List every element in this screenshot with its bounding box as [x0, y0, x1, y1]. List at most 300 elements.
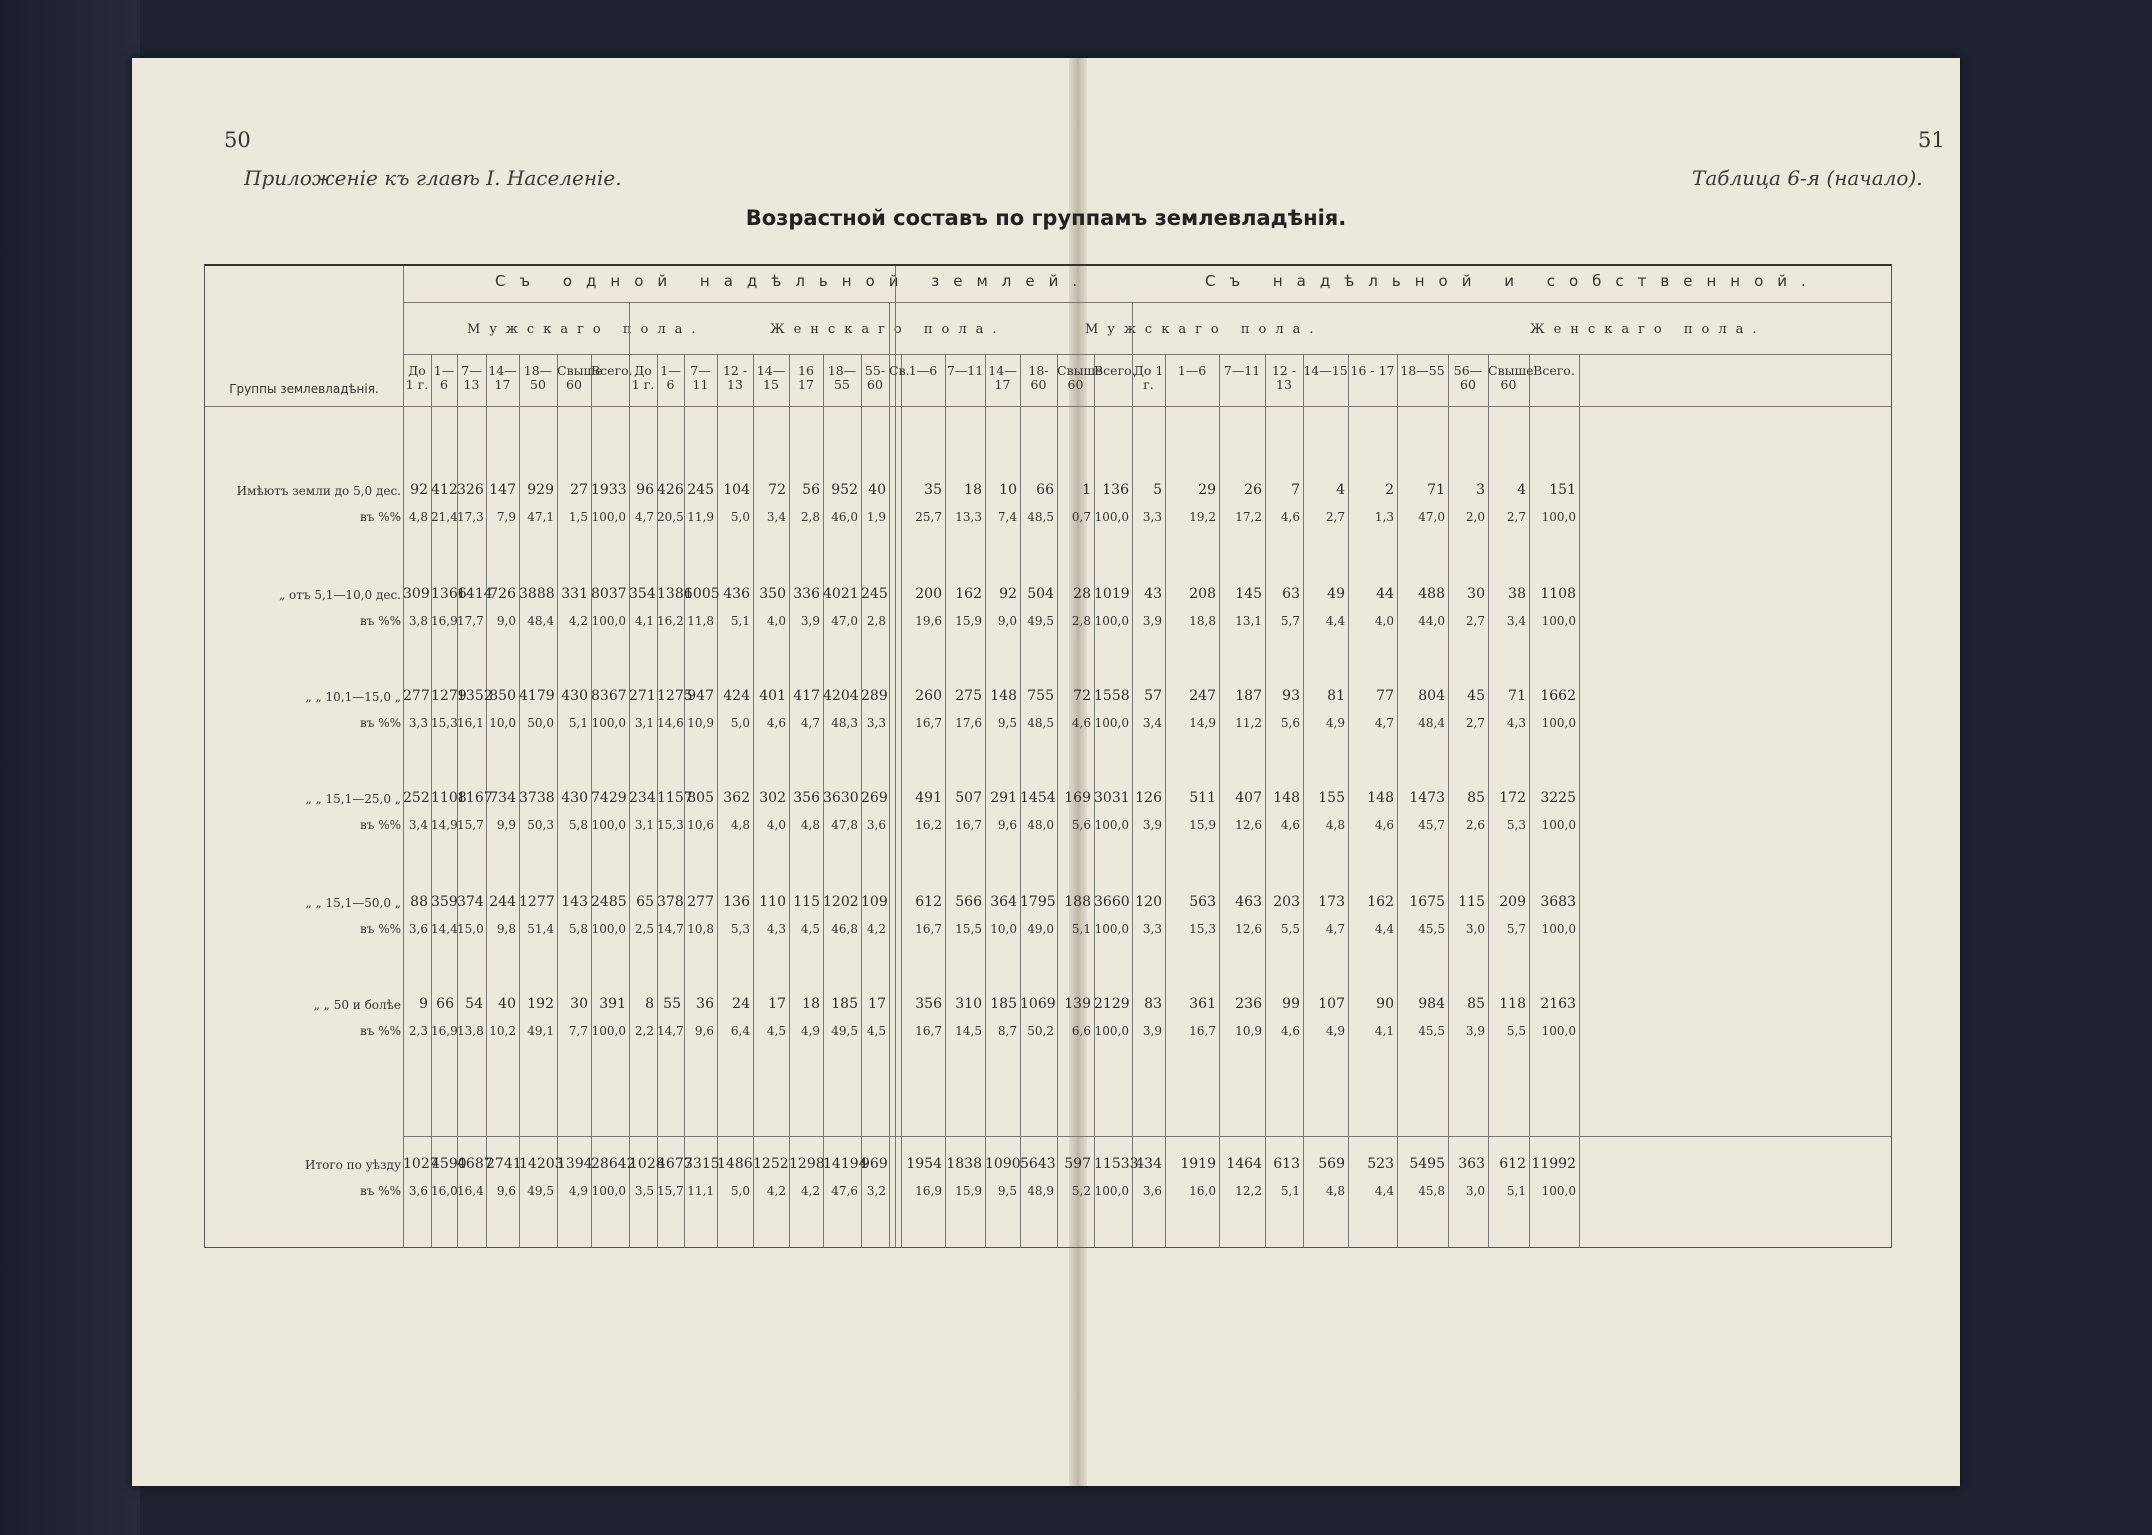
- cell-value: 947: [687, 688, 714, 704]
- cell-value: 612: [1499, 1156, 1526, 1172]
- cell-value: 1464: [1226, 1156, 1262, 1172]
- cell-percent: 5,2: [1071, 1184, 1091, 1198]
- column-header: До 1 г.: [405, 363, 429, 392]
- cell-percent: 14,5: [955, 1024, 982, 1038]
- cell-value: 77: [1376, 688, 1394, 704]
- cell-value: 1167: [457, 790, 493, 806]
- cell-value: 244: [489, 894, 516, 910]
- cell-percent: 4,7: [800, 716, 820, 730]
- column-header: Свыше 60: [1488, 363, 1534, 392]
- cell-value: 569: [1318, 1156, 1345, 1172]
- cell-value: 26: [1244, 482, 1262, 498]
- cell-percent: 16,4: [457, 1184, 484, 1198]
- cell-percent: 14,7: [657, 922, 684, 936]
- column-header: Всего.: [591, 363, 633, 378]
- column-header: 14—17: [488, 363, 517, 392]
- cell-percent: 11,8: [687, 614, 714, 628]
- cell-value: 430: [561, 790, 588, 806]
- cell-value: 14203: [519, 1156, 564, 1172]
- cell-percent: 4,6: [1280, 1024, 1300, 1038]
- cell-percent: 100,0: [1541, 922, 1576, 936]
- cell-percent: 4,9: [568, 1184, 588, 1198]
- stub-header: Группы землевладѣнія.: [229, 382, 379, 396]
- cell-percent: 100,0: [1094, 1184, 1129, 1198]
- cell-percent: 5,7: [1280, 614, 1300, 628]
- cell-percent: 9,6: [997, 818, 1017, 832]
- column-header: 16 - 17: [1350, 363, 1395, 378]
- cell-value: 115: [1458, 894, 1485, 910]
- column-header: 7—13: [461, 363, 482, 392]
- cell-value: 8: [645, 996, 654, 1012]
- cell-value: 1275: [657, 688, 693, 704]
- cell-value: 1558: [1094, 688, 1130, 704]
- cell-percent: 17,3: [457, 510, 484, 524]
- cell-value: 11992: [1531, 1156, 1576, 1172]
- cell-percent: 48,4: [527, 614, 554, 628]
- cell-value: 563: [1189, 894, 1216, 910]
- cell-percent: 15,3: [1189, 922, 1216, 936]
- cell-value: 426: [657, 482, 684, 498]
- cell-value: 1277: [519, 894, 555, 910]
- cell-value: 1838: [946, 1156, 982, 1172]
- cell-percent: 2,0: [1465, 510, 1485, 524]
- cell-value: 362: [723, 790, 750, 806]
- cell-percent: 19,2: [1189, 510, 1216, 524]
- cell-value: 66: [436, 996, 454, 1012]
- subgroup-header-3: Мужскаго пола.: [1085, 322, 1323, 337]
- cell-value: 208: [1189, 586, 1216, 602]
- cell-value: 172: [1499, 790, 1526, 806]
- cell-percent: 10,2: [489, 1024, 516, 1038]
- cell-value: 310: [955, 996, 982, 1012]
- cell-percent: 49,1: [527, 1024, 554, 1038]
- cell-value: 136: [723, 894, 750, 910]
- cell-value: 269: [861, 790, 888, 806]
- cell-value: 136: [1102, 482, 1129, 498]
- cell-percent: 16,2: [657, 614, 684, 628]
- column-header: 1—6: [1177, 363, 1207, 378]
- data-table: [204, 264, 1892, 1248]
- cell-percent: 19,6: [915, 614, 942, 628]
- cell-value: 40: [868, 482, 886, 498]
- cell-value: 18: [964, 482, 982, 498]
- cell-percent: 48,5: [1027, 716, 1054, 730]
- cell-value: 984: [1418, 996, 1445, 1012]
- cell-percent: 4,6: [1280, 510, 1300, 524]
- cell-value: 430: [561, 688, 588, 704]
- column-header: 56—60: [1453, 363, 1483, 392]
- cell-value: 1005: [684, 586, 720, 602]
- cell-value: 1028: [629, 1156, 665, 1172]
- cell-percent: 14,7: [657, 1024, 684, 1038]
- cell-value: 45: [1467, 688, 1485, 704]
- cell-value: 71: [1427, 482, 1445, 498]
- cell-value: 44: [1376, 586, 1394, 602]
- cell-value: 11533: [1094, 1156, 1139, 1172]
- column-header: 14—17: [988, 363, 1017, 392]
- cell-value: 277: [403, 688, 430, 704]
- cell-value: 1027: [403, 1156, 439, 1172]
- column-header: Свыше 60: [557, 363, 603, 392]
- cell-value: 185: [990, 996, 1017, 1012]
- cell-value: 434: [1135, 1156, 1162, 1172]
- cell-value: 275: [955, 688, 982, 704]
- cell-value: 7429: [591, 790, 627, 806]
- cell-percent: 2,7: [1465, 614, 1485, 628]
- cell-percent: 3,6: [408, 1184, 428, 1198]
- cell-percent: 7,4: [997, 510, 1017, 524]
- cell-value: 2129: [1094, 996, 1130, 1012]
- cell-percent: 49,5: [527, 1184, 554, 1198]
- cell-percent: 4,1: [634, 614, 654, 628]
- cell-percent: 100,0: [1094, 716, 1129, 730]
- cell-percent: 15,3: [657, 818, 684, 832]
- cell-percent: 11,9: [687, 510, 714, 524]
- column-header: 7—11: [946, 363, 984, 378]
- cell-percent: 45,5: [1418, 922, 1445, 936]
- cell-value: 331: [561, 586, 588, 602]
- cell-percent: 44,0: [1418, 614, 1445, 628]
- cell-percent: 2,7: [1325, 510, 1345, 524]
- cell-percent: 100,0: [591, 614, 626, 628]
- cell-value: 1298: [789, 1156, 825, 1172]
- cell-value: 3: [1476, 482, 1485, 498]
- cell-percent: 100,0: [1094, 1024, 1129, 1038]
- cell-percent: 45,5: [1418, 1024, 1445, 1038]
- column-header: 18—55: [827, 363, 857, 392]
- cell-percent: 4,0: [766, 614, 786, 628]
- column-header: 18—50: [523, 363, 553, 392]
- cell-percent: 1,5: [568, 510, 588, 524]
- cell-percent: 3,4: [1142, 716, 1162, 730]
- cell-percent: 3,6: [408, 922, 428, 936]
- column-header: 1—6: [908, 363, 938, 378]
- cell-value: 126: [1135, 790, 1162, 806]
- cell-value: 277: [687, 894, 714, 910]
- cell-percent: 5,8: [568, 818, 588, 832]
- cell-value: 302: [759, 790, 786, 806]
- column-header: 7—11: [1223, 363, 1261, 378]
- right-running-head: Таблица 6-я (начало).: [1692, 166, 1923, 190]
- subgroup-header-1: Мужскаго пола.: [467, 322, 705, 337]
- cell-percent: 3,3: [408, 716, 428, 730]
- column-divider: [1579, 354, 1580, 1247]
- cell-value: 1454: [1020, 790, 1056, 806]
- cell-percent: 100,0: [1094, 818, 1129, 832]
- cell-value: 8037: [591, 586, 627, 602]
- cell-value: 407: [1235, 790, 1262, 806]
- column-header: 12 - 13: [722, 363, 748, 392]
- cell-value: 118: [1499, 996, 1526, 1012]
- cell-percent: 100,0: [1094, 510, 1129, 524]
- cell-percent: 49,5: [1027, 614, 1054, 628]
- cell-value: 952: [831, 482, 858, 498]
- cell-percent: 2,6: [1465, 818, 1485, 832]
- cell-percent: 3,5: [634, 1184, 654, 1198]
- cell-value: 148: [1367, 790, 1394, 806]
- cell-percent: 4,3: [766, 922, 786, 936]
- cell-percent: 49,5: [831, 1024, 858, 1038]
- cell-value: 4204: [823, 688, 859, 704]
- cell-percent: 4,9: [800, 1024, 820, 1038]
- cell-percent: 12,2: [1235, 1184, 1262, 1198]
- cell-percent: 16,9: [431, 614, 458, 628]
- cell-percent: 25,7: [915, 510, 942, 524]
- cell-value: 5643: [1020, 1156, 1056, 1172]
- table-title: Возрастной составъ по группамъ землевладѣнія.: [745, 206, 1347, 230]
- cell-percent: 6,4: [730, 1024, 750, 1038]
- row-pct-label: въ %%: [359, 1024, 401, 1038]
- cell-value: 326: [457, 482, 484, 498]
- cell-value: 336: [793, 586, 820, 602]
- cell-percent: 4,8: [1325, 1184, 1345, 1198]
- cell-percent: 8,7: [997, 1024, 1017, 1038]
- cell-value: 356: [793, 790, 820, 806]
- cell-percent: 15,7: [657, 1184, 684, 1198]
- cell-value: 63: [1282, 586, 1300, 602]
- cell-value: 18: [802, 996, 820, 1012]
- cell-value: 1019: [1094, 586, 1130, 602]
- column-header: 18—55: [1400, 363, 1445, 378]
- cell-value: 511: [1189, 790, 1216, 806]
- row-label: „ „ 10,1—15,0 „: [305, 690, 401, 704]
- column-header: 1—6: [660, 363, 681, 392]
- cell-percent: 4,6: [766, 716, 786, 730]
- cell-value: 3315: [684, 1156, 720, 1172]
- cell-value: 1352: [457, 688, 493, 704]
- cell-value: 71: [1508, 688, 1526, 704]
- cell-percent: 12,6: [1235, 818, 1262, 832]
- cell-value: 5: [1153, 482, 1162, 498]
- cell-percent: 47,6: [831, 1184, 858, 1198]
- cell-value: 4179: [519, 688, 555, 704]
- cell-value: 1090: [985, 1156, 1021, 1172]
- cell-value: 4677: [657, 1156, 693, 1172]
- cell-percent: 4,4: [1325, 614, 1345, 628]
- row-pct-label: въ %%: [359, 922, 401, 936]
- cell-percent: 3,0: [1465, 922, 1485, 936]
- cell-value: 491: [915, 790, 942, 806]
- row-label: „ „ 15,1—25,0 „: [305, 792, 401, 806]
- cell-value: 90: [1376, 996, 1394, 1012]
- cell-percent: 16,9: [431, 1024, 458, 1038]
- cell-percent: 14,9: [1189, 716, 1216, 730]
- cell-percent: 2,7: [1506, 510, 1526, 524]
- cell-percent: 17,7: [457, 614, 484, 628]
- group-header-2: Съ надѣльной и собственной.: [1205, 272, 1820, 290]
- cell-percent: 6,6: [1071, 1024, 1091, 1038]
- cell-percent: 2,3: [408, 1024, 428, 1038]
- cell-percent: 9,6: [496, 1184, 516, 1198]
- cell-percent: 46,0: [831, 510, 858, 524]
- cell-value: 17: [868, 996, 886, 1012]
- cell-value: 5495: [1409, 1156, 1445, 1172]
- cell-percent: 20,5: [657, 510, 684, 524]
- cell-percent: 48,9: [1027, 1184, 1054, 1198]
- cell-percent: 2,2: [634, 1024, 654, 1038]
- column-header: 1—6: [433, 363, 455, 392]
- column-header: 16 17: [798, 363, 814, 392]
- cell-value: 4021: [823, 586, 859, 602]
- column-header: Свыше 60: [1057, 363, 1103, 392]
- cell-percent: 5,6: [1071, 818, 1091, 832]
- cell-value: 147: [489, 482, 516, 498]
- cell-value: 96: [636, 482, 654, 498]
- cell-percent: 16,7: [955, 818, 982, 832]
- cell-value: 4687: [457, 1156, 493, 1172]
- row-label: „ отъ 5,1—10,0 дес.: [279, 588, 401, 602]
- cell-percent: 4,8: [1325, 818, 1345, 832]
- cell-percent: 12,6: [1235, 922, 1262, 936]
- cell-value: 3683: [1540, 894, 1576, 910]
- cell-value: 3660: [1094, 894, 1130, 910]
- row-label: Итого по уѣзду: [305, 1158, 401, 1172]
- column-header: До 1 г.: [1133, 363, 1164, 392]
- cell-value: 188: [1064, 894, 1091, 910]
- cell-percent: 5,6: [1280, 716, 1300, 730]
- column-header: 12 - 13: [1271, 363, 1297, 392]
- cell-value: 88: [410, 894, 428, 910]
- cell-percent: 2,5: [634, 922, 654, 936]
- cell-percent: 5,1: [1506, 1184, 1526, 1198]
- cell-value: 30: [570, 996, 588, 1012]
- cell-value: 1108: [431, 790, 467, 806]
- cell-percent: 11,1: [687, 1184, 714, 1198]
- cell-percent: 10,6: [687, 818, 714, 832]
- cell-value: 145: [1235, 586, 1262, 602]
- cell-value: 488: [1418, 586, 1445, 602]
- stub-divider: [403, 266, 404, 1247]
- cell-percent: 16,1: [457, 716, 484, 730]
- cell-value: 57: [1144, 688, 1162, 704]
- cell-value: 245: [687, 482, 714, 498]
- cell-value: 4590: [431, 1156, 467, 1172]
- cell-percent: 5,1: [568, 716, 588, 730]
- cell-value: 401: [759, 688, 786, 704]
- cell-percent: 4,1: [1374, 1024, 1394, 1038]
- cell-percent: 4,2: [866, 922, 886, 936]
- cell-value: 291: [990, 790, 1017, 806]
- cell-percent: 45,8: [1418, 1184, 1445, 1198]
- cell-percent: 3,1: [634, 716, 654, 730]
- cell-value: 65: [636, 894, 654, 910]
- cell-value: 1954: [906, 1156, 942, 1172]
- cell-percent: 3,9: [1142, 1024, 1162, 1038]
- cell-percent: 16,9: [915, 1184, 942, 1198]
- cell-value: 185: [831, 996, 858, 1012]
- cell-value: 27: [570, 482, 588, 498]
- cell-percent: 3,9: [1465, 1024, 1485, 1038]
- cell-value: 363: [1458, 1156, 1485, 1172]
- column-header: 7—11: [690, 363, 711, 392]
- cell-value: 566: [955, 894, 982, 910]
- cell-percent: 4,6: [1071, 716, 1091, 730]
- cell-percent: 11,2: [1235, 716, 1262, 730]
- cell-value: 1157: [657, 790, 693, 806]
- cell-percent: 21,4: [431, 510, 458, 524]
- cell-value: 271: [629, 688, 656, 704]
- cell-value: 120: [1135, 894, 1162, 910]
- cell-percent: 9,9: [496, 818, 516, 832]
- row-pct-label: въ %%: [359, 716, 401, 730]
- cell-percent: 100,0: [1094, 614, 1129, 628]
- cell-percent: 16,2: [915, 818, 942, 832]
- book-spread: [132, 58, 1960, 1486]
- cell-percent: 47,0: [831, 614, 858, 628]
- cell-value: 143: [561, 894, 588, 910]
- cell-percent: 48,5: [1027, 510, 1054, 524]
- cell-percent: 4,8: [730, 818, 750, 832]
- cell-percent: 45,7: [1418, 818, 1445, 832]
- cell-value: 1252: [753, 1156, 789, 1172]
- cell-value: 2: [1385, 482, 1394, 498]
- total-rule: [403, 1136, 1891, 1137]
- cell-value: 236: [1235, 996, 1262, 1012]
- cell-value: 359: [431, 894, 458, 910]
- cell-value: 35: [924, 482, 942, 498]
- cell-percent: 50,3: [527, 818, 554, 832]
- cell-percent: 3,2: [866, 1184, 886, 1198]
- cell-percent: 48,0: [1027, 818, 1054, 832]
- cell-percent: 100,0: [591, 922, 626, 936]
- column-header: 18- 60: [1028, 363, 1049, 392]
- cell-value: 3225: [1540, 790, 1576, 806]
- cell-percent: 51,4: [527, 922, 554, 936]
- cell-percent: 2,7: [1465, 716, 1485, 730]
- cell-value: 36: [696, 996, 714, 1012]
- cell-percent: 100,0: [1541, 510, 1576, 524]
- cell-percent: 4,4: [1374, 1184, 1394, 1198]
- cell-value: 755: [1027, 688, 1054, 704]
- cell-percent: 4,4: [1374, 922, 1394, 936]
- cell-value: 173: [1318, 894, 1345, 910]
- column-header: Всего.: [1094, 363, 1136, 378]
- background: [0, 0, 140, 1535]
- cell-value: 1394: [557, 1156, 593, 1172]
- cell-percent: 14,4: [431, 922, 458, 936]
- cell-value: 83: [1144, 996, 1162, 1012]
- cell-percent: 18,8: [1189, 614, 1216, 628]
- cell-percent: 9,5: [997, 1184, 1017, 1198]
- cell-percent: 100,0: [591, 510, 626, 524]
- cell-percent: 2,8: [1071, 614, 1091, 628]
- cell-value: 417: [793, 688, 820, 704]
- cell-value: 1366: [431, 586, 467, 602]
- column-header: До 1 г.: [631, 363, 655, 392]
- cell-percent: 14,9: [431, 818, 458, 832]
- cell-value: 109: [861, 894, 888, 910]
- cell-percent: 4,7: [1325, 922, 1345, 936]
- cell-percent: 5,1: [1280, 1184, 1300, 1198]
- cell-value: 30: [1467, 586, 1485, 602]
- cell-value: 29: [1198, 482, 1216, 498]
- cell-percent: 47,8: [831, 818, 858, 832]
- cell-percent: 4,6: [1280, 818, 1300, 832]
- group-divider: [895, 266, 896, 1247]
- cell-value: 245: [861, 586, 888, 602]
- cell-value: 56: [802, 482, 820, 498]
- cell-percent: 14,6: [657, 716, 684, 730]
- cell-value: 169: [1064, 790, 1091, 806]
- cell-percent: 9,0: [496, 614, 516, 628]
- cell-percent: 16,7: [1189, 1024, 1216, 1038]
- cell-value: 92: [410, 482, 428, 498]
- cell-percent: 4,8: [800, 818, 820, 832]
- cell-value: 28642: [591, 1156, 636, 1172]
- row-pct-label: въ %%: [359, 818, 401, 832]
- header-rule: [403, 302, 1891, 303]
- cell-percent: 100,0: [1541, 1024, 1576, 1038]
